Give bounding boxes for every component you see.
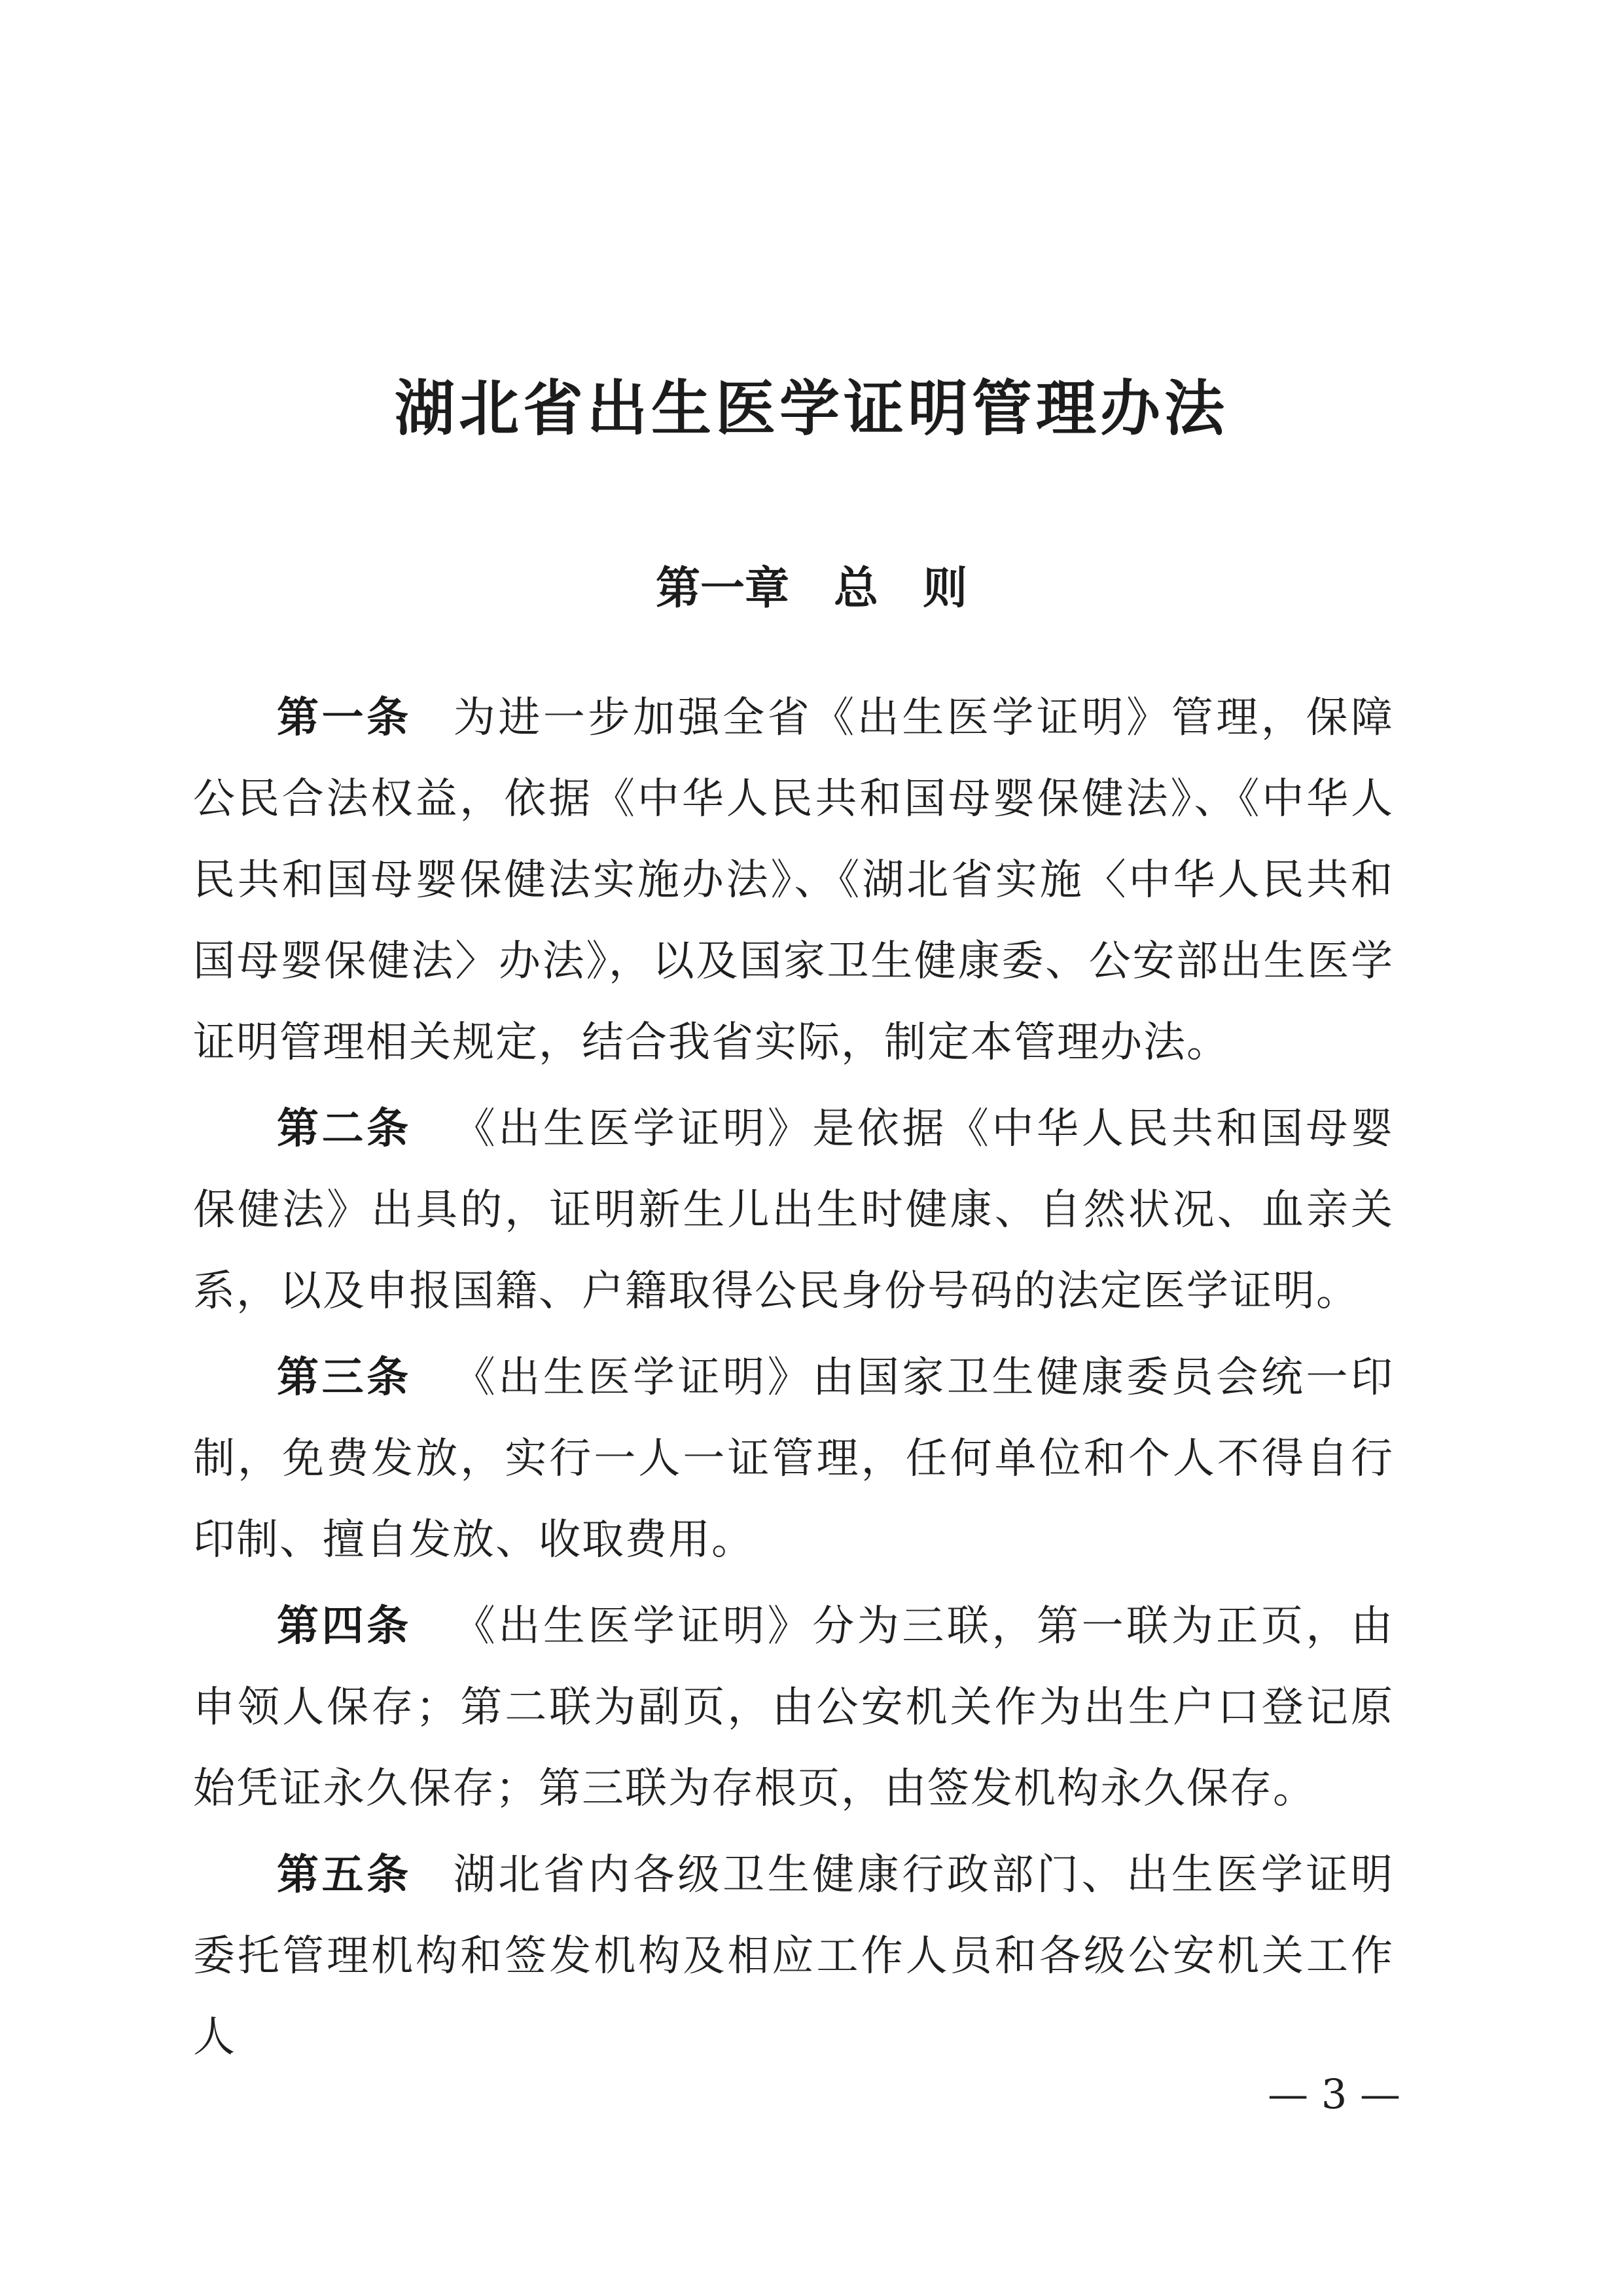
article-text: 《出生医学证明》由国家卫生健康委员会统一印制，免费发放，实行一人一证管理，任何单位和个人不得自行印制、擅自发放、收取费用。 <box>193 1354 1395 1564</box>
page-number: — 3 — <box>1268 2070 1400 2118</box>
article-1 <box>193 677 1394 1083</box>
article-text: 《出生医学证明》是依据《中华人民共和国母婴保健法》出具的，证明新生儿出生时健康、自然状况、血亲关系，以及申报国籍、户籍取得公民身份号码的法定医学证明。 <box>193 1105 1395 1316</box>
article-label: 第一条 <box>277 694 412 742</box>
chapter-heading: 第一章 总 则 <box>655 563 967 615</box>
article-4 <box>193 1586 1394 1829</box>
article-label: 第二条 <box>277 1105 412 1153</box>
article-text: 湖北省内各级卫生健康行政部门、出生医学证明委托管理机构和签发机构及相应工作人员和各级公安机关工作人 <box>193 1851 1395 2062</box>
article-5 <box>193 1835 1394 2078</box>
article-3 <box>193 1337 1394 1581</box>
article-2 <box>193 1088 1394 1332</box>
article-label: 第五条 <box>277 1851 412 1899</box>
article-label: 第三条 <box>277 1354 412 1402</box>
document-title: 湖北省出生医学证明管理办法 <box>394 374 1228 444</box>
article-text: 《出生医学证明》分为三联，第一联为正页，由申领人保存；第二联为副页，由公安机关作为出生户口登记原始凭证永久保存；第三联为存根页，由签发机构永久保存。 <box>193 1602 1395 1813</box>
article-text: 为进一步加强全省《出生医学证明》管理，保障公民合法权益，依据《中华人民共和国母婴保健法》、《中华人民共和国母婴保健法实施办法》、《湖北省实施〈中华人民共和国母婴保健法〉办法》，以及国家卫生健康委、公安部出生医学证明管理相关规定，结合我省实际，制定本管理办法。 <box>193 694 1395 1067</box>
article-label: 第四条 <box>277 1602 412 1651</box>
document-body <box>193 677 1394 2083</box>
